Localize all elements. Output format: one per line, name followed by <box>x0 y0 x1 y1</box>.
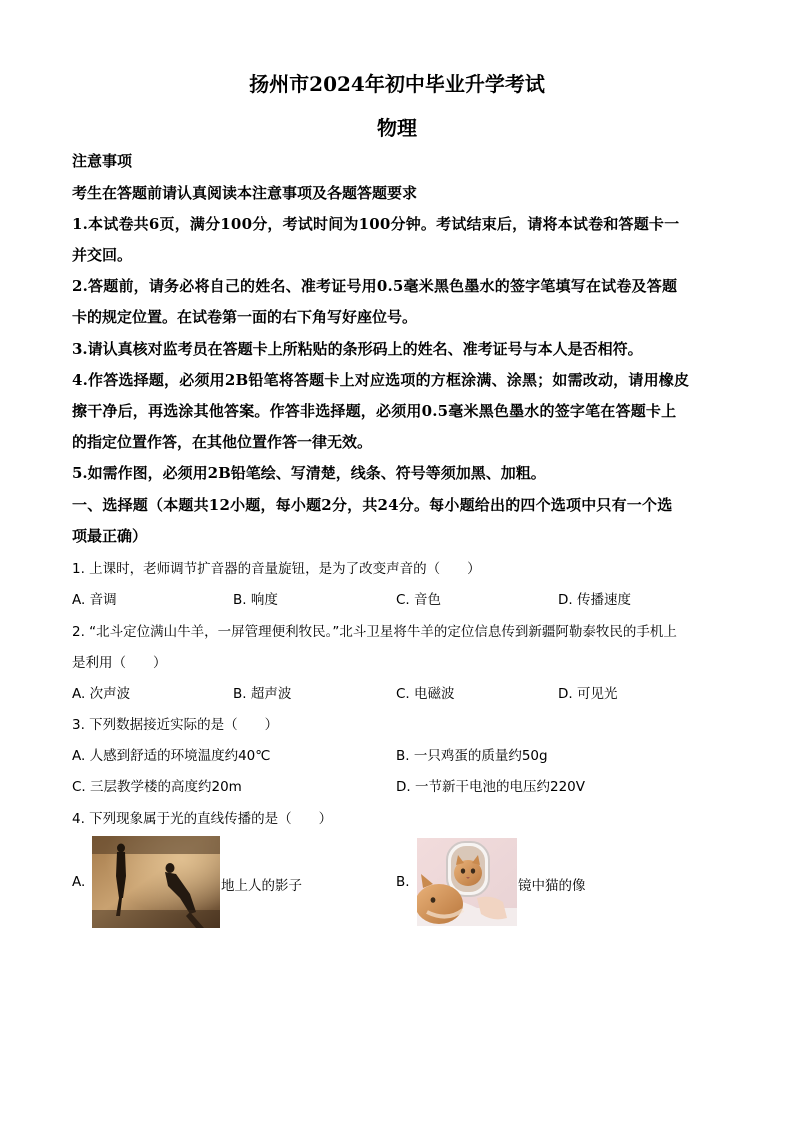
q3-option-b: B. 一只鸡蛋的质量约50g <box>396 748 548 764</box>
subject-title: 物理 <box>377 116 417 140</box>
q2-option-b: B. 超声波 <box>233 686 292 702</box>
q2-option-a: A. 次声波 <box>72 686 131 702</box>
question-4-stem: 4. 下列现象属于光的直线传播的是（ ） <box>72 811 333 827</box>
question-1-stem: 1. 上课时，老师调节扩音器的音量旋钮，是为了改变声音的（ ） <box>72 561 481 577</box>
section-heading-cont: 项最正确） <box>72 527 148 545</box>
question-3-stem: 3. 下列数据接近实际的是（ ） <box>72 717 279 733</box>
notice-heading: 注意事项 <box>72 152 133 170</box>
notice-item: 4.作答选择题，必须用2B铅笔将答题卡上对应选项的方框涂满、涂黑；如需改动，请用橡皮 <box>72 371 690 389</box>
q1-option-a: A. 音调 <box>72 592 117 608</box>
q2-option-c: C. 电磁波 <box>396 686 455 702</box>
notice-item: 1.本试卷共6页，满分100分，考试时间为100分钟。考试结束后，请将本试卷和答题卡一 <box>72 215 680 233</box>
q1-option-b: B. 响度 <box>233 592 278 608</box>
notice-item: 卡的规定位置。在试卷第一面的右下角写好座位号。 <box>72 308 418 326</box>
q4-option-b-letter: B. <box>396 874 410 890</box>
q3-option-a: A. 人感到舒适的环境温度约40℃ <box>72 748 271 764</box>
notice-item: 的指定位置作答，在其他位置作答一律无效。 <box>72 433 373 451</box>
shadow-photo <box>92 836 220 928</box>
notice-intro: 考生在答题前请认真阅读本注意事项及各题答题要求 <box>72 184 418 202</box>
q4-option-a-caption: 地上人的影子 <box>221 878 302 894</box>
notice-item: 2.答题前，请务必将自己的姓名、准考证号用0.5毫米黑色墨水的签字笔填写在试卷及答题 <box>72 277 678 295</box>
notice-item: 擦干净后，再选涂其他答案。作答非选择题，必须用0.5毫米黑色墨水的签字笔在答题卡上 <box>72 402 677 420</box>
q4-option-b-caption: 镜中猫的像 <box>518 878 586 894</box>
q3-option-c: C. 三层教学楼的高度约20m <box>72 779 242 795</box>
notice-item: 并交回。 <box>72 246 133 264</box>
q2-option-d: D. 可见光 <box>558 686 618 702</box>
section-heading: 一、选择题（本题共12小题，每小题2分，共24分。每小题给出的四个选项中只有一个选 <box>72 496 673 514</box>
cat-mirror-photo <box>417 838 517 926</box>
question-2-stem-cont: 是利用（ ） <box>72 655 167 671</box>
notice-item: 3.请认真核对监考员在答题卡上所粘贴的条形码上的姓名、准考证号与本人是否相符。 <box>72 340 643 358</box>
q1-option-d: D. 传播速度 <box>558 592 631 608</box>
q3-option-d: D. 一节新干电池的电压约220V <box>396 779 585 795</box>
notice-item: 5.如需作图，必须用2B铅笔绘、写清楚，线条、符号等须加黑、加粗。 <box>72 464 546 482</box>
q1-option-c: C. 音色 <box>396 592 442 608</box>
question-2-stem: 2. “北斗定位满山牛羊，一屏管理便利牧民。”北斗卫星将牛羊的定位信息传到新疆阿勒泰牧民的手机上 <box>72 624 677 640</box>
exam-title: 扬州市2024年初中毕业升学考试 <box>249 72 545 96</box>
q4-option-a-letter: A. <box>72 874 86 890</box>
